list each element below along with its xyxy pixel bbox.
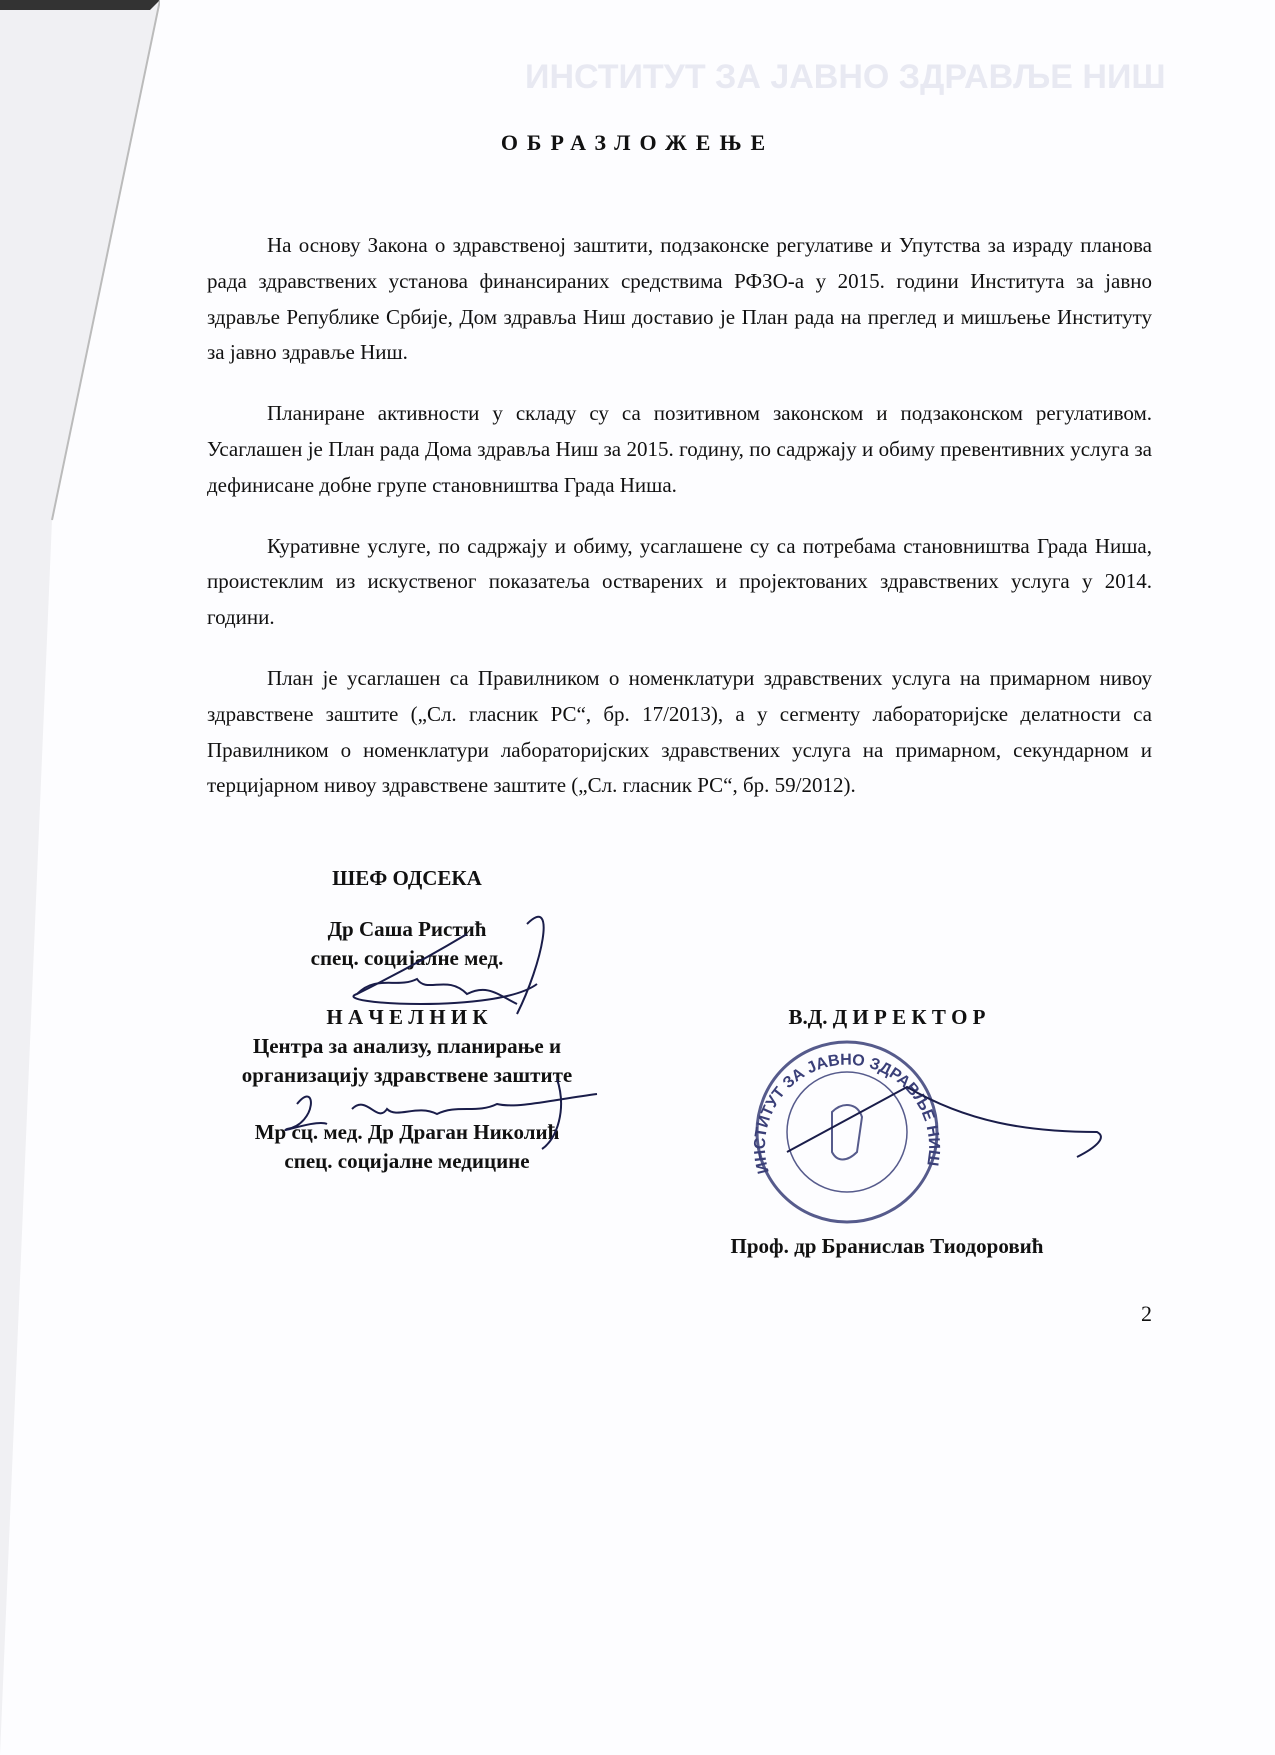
signature-section-head bbox=[207, 864, 607, 973]
signer-name: Мр сц. мед. Др Драган Николић bbox=[254, 1120, 560, 1145]
official-stamp bbox=[667, 1032, 1107, 1232]
signer-unit: организацију здравствене заштите bbox=[241, 1063, 573, 1088]
signatures-right-column bbox=[667, 864, 1107, 1261]
signer-name: Др Саша Ристић bbox=[327, 917, 487, 942]
stamp-lettering: ИНСТИТУТ ЗА ЈАВНО ЗДРАВЉЕ НИШ bbox=[751, 1051, 943, 1176]
signer-role: ШЕФ ОДСЕКА bbox=[332, 866, 482, 891]
scan-edge-shadow bbox=[0, 0, 160, 1755]
letterhead-watermark: ИНСТИТУТ ЗА ЈАВНО ЗДРАВЉЕ НИШ bbox=[525, 58, 1166, 96]
signer-unit: Центра за анализу, планирање и bbox=[252, 1034, 562, 1059]
signer-role: В.Д. Д И Р Е К Т О Р bbox=[788, 1005, 986, 1030]
paragraph: Куративне услуге, по садржају и обиму, усаглашене су са потребама становништва Града Ниша, проистеклим из искуственог показатеља остварених и пројектованих здравствених услуга у 2014. години. bbox=[207, 533, 1152, 630]
signature-center-head bbox=[207, 1003, 607, 1176]
page-title: ОБРАЗЛОЖЕЊЕ bbox=[500, 130, 775, 155]
document-main bbox=[207, 228, 1152, 1327]
signatures-left-column bbox=[207, 864, 607, 1261]
page-number: 2 bbox=[1141, 1301, 1152, 1327]
paragraph: План је усаглашен са Правилником о номенклатури здравствених услуга на примарном нивоу здравствене заштите („Сл. гласник РС“, бр. 17/2013), а у сегменту лабораторијске делатности са Правилником о номенклатури лабораторијских здравствених услуга на примарном, секундарном и терцијарном нивоу здравствене заштите („Сл. гласник РС“, бр. 59/2012). bbox=[207, 665, 1152, 798]
document-body bbox=[207, 228, 1152, 804]
handwritten-signature bbox=[787, 1087, 1101, 1157]
signer-name: Проф. др Бранислав Тиодоровић bbox=[730, 1234, 1044, 1259]
signatures-area bbox=[207, 864, 1152, 1261]
paragraph: Планиране активности у складу су са позитивном законском и подзаконском регулативом. Усаглашен је План рада Дома здравља Ниш за 2015. годину, по садржају и обиму превентивних услуга за дефинисане добне групе становништва Града Ниша. bbox=[207, 401, 1152, 497]
signer-role: Н А Ч Е Л Н И К bbox=[326, 1005, 488, 1030]
signer-title: спец. социјалне мед. bbox=[310, 946, 504, 971]
signer-title: спец. социјалне медицине bbox=[284, 1149, 530, 1174]
signature-director bbox=[667, 1003, 1107, 1261]
paragraph: На основу Закона о здравственој заштити, подзаконске регулативе и Упутства за израду планова рада здравствених установа финансираних средствима РФЗО-а у 2015. години Института за јавно здравље Републике Србије, Дом здравља Ниш доставио је План рада на преглед и мишљење Институту за јавно здравље Ниш. bbox=[207, 233, 1152, 365]
